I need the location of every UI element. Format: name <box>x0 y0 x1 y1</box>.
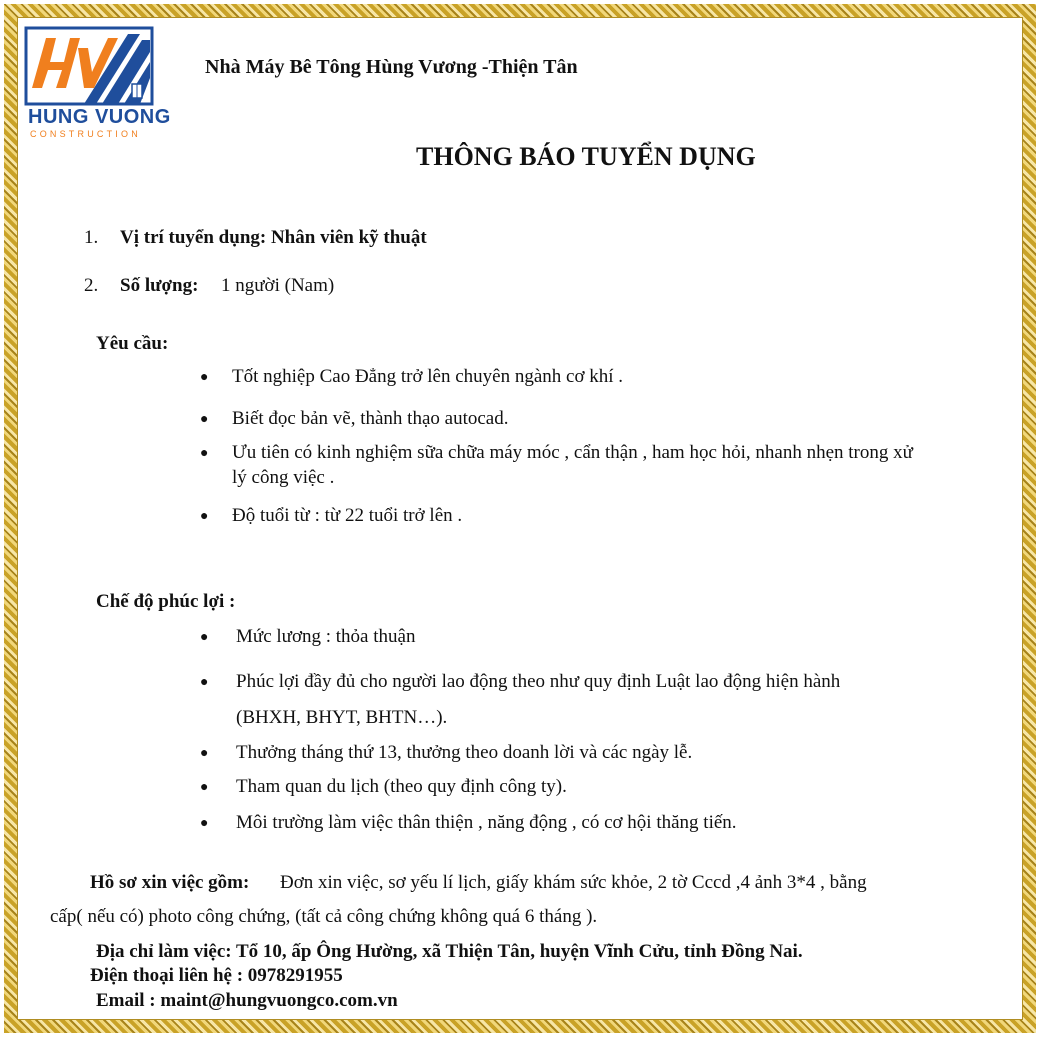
documents-label: Hồ sơ xin việc gồm: <box>90 872 250 893</box>
benefit-item: Tham quan du lịch (theo quy định công ty). <box>236 776 567 797</box>
contact-phone: Điện thoại liên hệ : 0978291955 <box>90 965 343 986</box>
requirement-item: Độ tuổi từ : từ 22 tuổi trở lên . <box>232 505 463 526</box>
requirement-item: Ưu tiên có kinh nghiệm sữa chữa máy móc , cẩn thận , ham học hỏi, nhanh nhẹn trong xử <box>232 442 913 463</box>
requirement-item-continued: lý công việc . <box>232 467 335 488</box>
bullet-icon: ● <box>200 370 209 385</box>
bullet-icon: ● <box>200 412 209 427</box>
benefit-item: Thưởng tháng thứ 13, thưởng theo doanh lời và các ngày lễ. <box>236 742 693 763</box>
quantity-label: Số lượng: <box>120 275 199 296</box>
requirement-item: Tốt nghiệp Cao Đẳng trở lên chuyên ngành cơ khí . <box>232 366 624 387</box>
benefit-item: Môi trường làm việc thân thiện , năng động , có cơ hội thăng tiến. <box>236 812 737 833</box>
item-number-1: 1. <box>84 227 99 248</box>
contact-email: Email : maint@hungvuongco.com.vn <box>96 990 398 1011</box>
requirements-heading: Yêu cầu: <box>96 333 169 354</box>
work-address: Địa chỉ làm việc: Tổ 10, ấp Ông Hường, xã Thiện Tân, huyện Vĩnh Cửu, tỉnh Đồng Nai. <box>96 941 803 962</box>
documents-line-2: cấp( nếu có) photo công chứng, (tất cả công chứng không quá 6 tháng ). <box>50 906 598 927</box>
company-name: Nhà Máy Bê Tông Hùng Vương -Thiện Tân <box>205 56 578 78</box>
company-logo <box>24 26 171 146</box>
bullet-icon: ● <box>200 780 209 795</box>
documents-line-1: Đơn xin việc, sơ yếu lí lịch, giấy khám sức khỏe, 2 tờ Cccd ,4 ảnh 3*4 , bằng <box>280 872 867 893</box>
position-label: Vị trí tuyển dụng: Nhân viên kỹ thuật <box>120 227 427 248</box>
bullet-icon: ● <box>200 630 209 645</box>
logo-subtitle: CONSTRUCTION <box>30 129 141 139</box>
bullet-icon: ● <box>200 746 209 761</box>
benefit-item-continued: (BHXH, BHYT, BHTN…). <box>236 707 448 728</box>
bullet-icon: ● <box>200 675 209 690</box>
quantity-value: 1 người (Nam) <box>221 275 335 296</box>
bullet-icon: ● <box>200 816 209 831</box>
benefit-item: Mức lương : thỏa thuận <box>236 626 416 647</box>
logo-name: HUNG VUONG <box>28 106 171 128</box>
bullet-icon: ● <box>200 509 209 524</box>
item-number-2: 2. <box>84 275 99 296</box>
page-title: THÔNG BÁO TUYỂN DỤNG <box>416 142 756 171</box>
requirement-item: Biết đọc bản vẽ, thành thạo autocad. <box>232 408 509 429</box>
benefits-heading: Chế độ phúc lợi : <box>96 591 236 612</box>
benefit-item: Phúc lợi đầy đủ cho người lao động theo như quy định Luật lao động hiện hành <box>236 671 841 692</box>
bullet-icon: ● <box>200 446 209 461</box>
